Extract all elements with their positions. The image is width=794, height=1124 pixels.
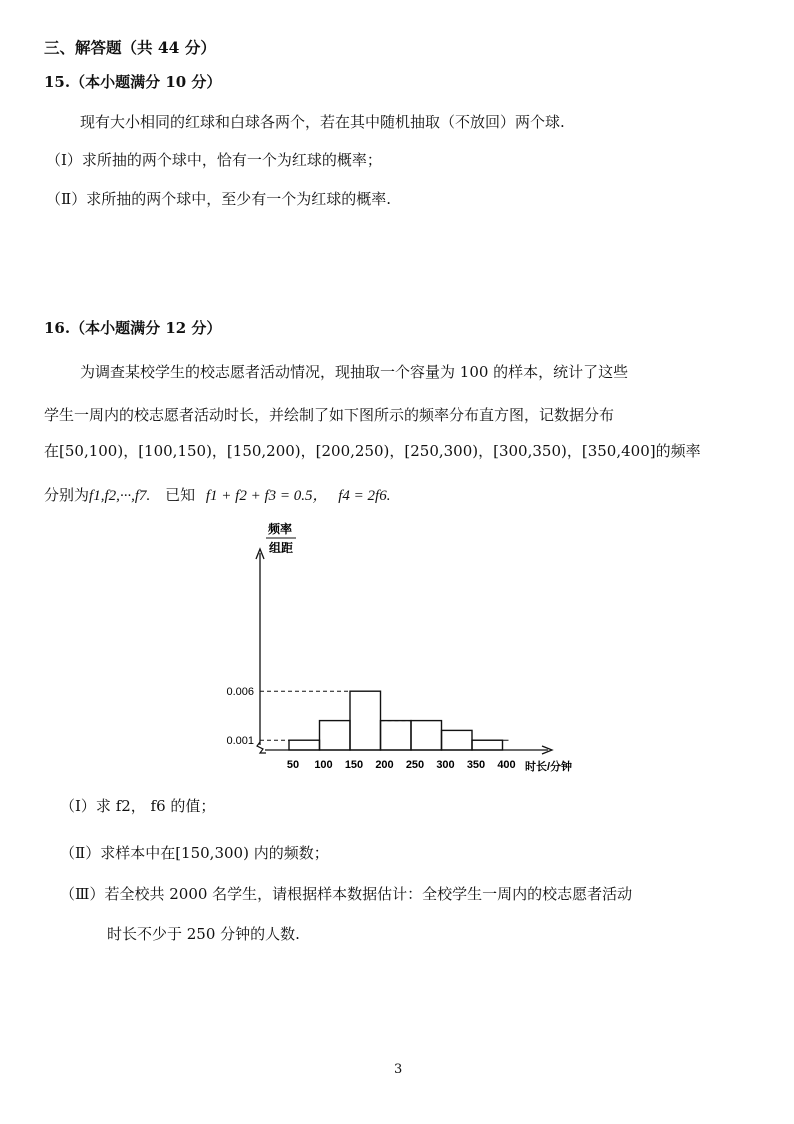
section-header: 三、解答题（共 44 分） [44, 38, 216, 57]
q16-stem-line1: 为调查某校学生的校志愿者活动情况，现抽取一个容量为 100 的样本，统计了这些 [80, 363, 629, 381]
x-tick-label: 200 [375, 759, 394, 771]
q16-stem-line4-a: 分别为 [44, 486, 90, 504]
axis-break-mark [257, 742, 266, 753]
histogram-bar [381, 721, 412, 750]
x-tick-label: 50 [286, 759, 300, 771]
q15-part2: （Ⅱ）求所抽的两个球中，至少有一个为红球的概率. [46, 190, 391, 208]
q16-f-symbol: f [89, 488, 94, 504]
q16-equation-2: f4 = 2f6. [338, 488, 391, 504]
y-tick-label: 0.001 [226, 735, 254, 748]
histogram-bar [472, 740, 503, 750]
q15-title: 15.（本小题满分 10 分） [44, 73, 222, 91]
q16-title: 16.（本小题满分 12 分） [44, 319, 222, 337]
page-number: 3 [394, 1062, 403, 1077]
histogram-bar [442, 730, 473, 750]
q15-part1: （Ⅰ）求所抽的两个球中，恰有一个为红球的概率； [46, 151, 382, 169]
q16-part3-line1: （Ⅲ）若全校共 2000 名学生，请根据样本数据估计：全校学生一周内的校志愿者活动 [60, 885, 633, 903]
x-tick-label: 400 [497, 759, 516, 771]
histogram-bar [350, 691, 381, 750]
x-axis-label: 时长/分钟 [525, 761, 573, 773]
x-tick-label: 300 [436, 759, 455, 771]
q16-stem-line4 [44, 485, 390, 506]
histogram-bar [411, 721, 442, 750]
x-tick-label: 100 [314, 759, 333, 771]
q16-f-list: 1,f2,···,f7. [93, 488, 151, 504]
q16-known-label: 已知 [165, 486, 196, 504]
q16-part1: （Ⅰ）求 f2， f6 的值； [60, 797, 216, 815]
q16-stem-line2: 学生一周内的校志愿者活动时长，并绘制了如下图所示的频率分布直方图，记数据分布 [44, 406, 615, 424]
q16-part3-line2: 时长不少于 250 分钟的人数. [107, 925, 300, 943]
x-tick-label: 350 [466, 759, 486, 771]
q16-stem-line3: 在[50,100)，[100,150)，[150,200)，[200,250)，[250,300)，[300,350)，[350,400]的频率 [44, 442, 701, 460]
q15-stem: 现有大小相同的红球和白球各两个，若在其中随机抽取（不放回）两个球. [80, 113, 565, 131]
x-tick-label: 250 [405, 759, 425, 771]
q16-part2: （Ⅱ）求样本中在[150,300) 内的频数； [60, 844, 329, 862]
y-axis-label-numerator: 频率 [267, 522, 293, 536]
frequency-histogram [200, 515, 600, 775]
q16-equation-1: f1 + f2 + f3 = 0.5， [205, 488, 328, 504]
x-tick-label: 150 [344, 759, 364, 771]
y-tick-label: 0.006 [226, 686, 254, 699]
histogram-bar [320, 721, 351, 750]
y-axis-label-denominator: 组距 [268, 541, 294, 555]
histogram-bar [289, 740, 320, 750]
